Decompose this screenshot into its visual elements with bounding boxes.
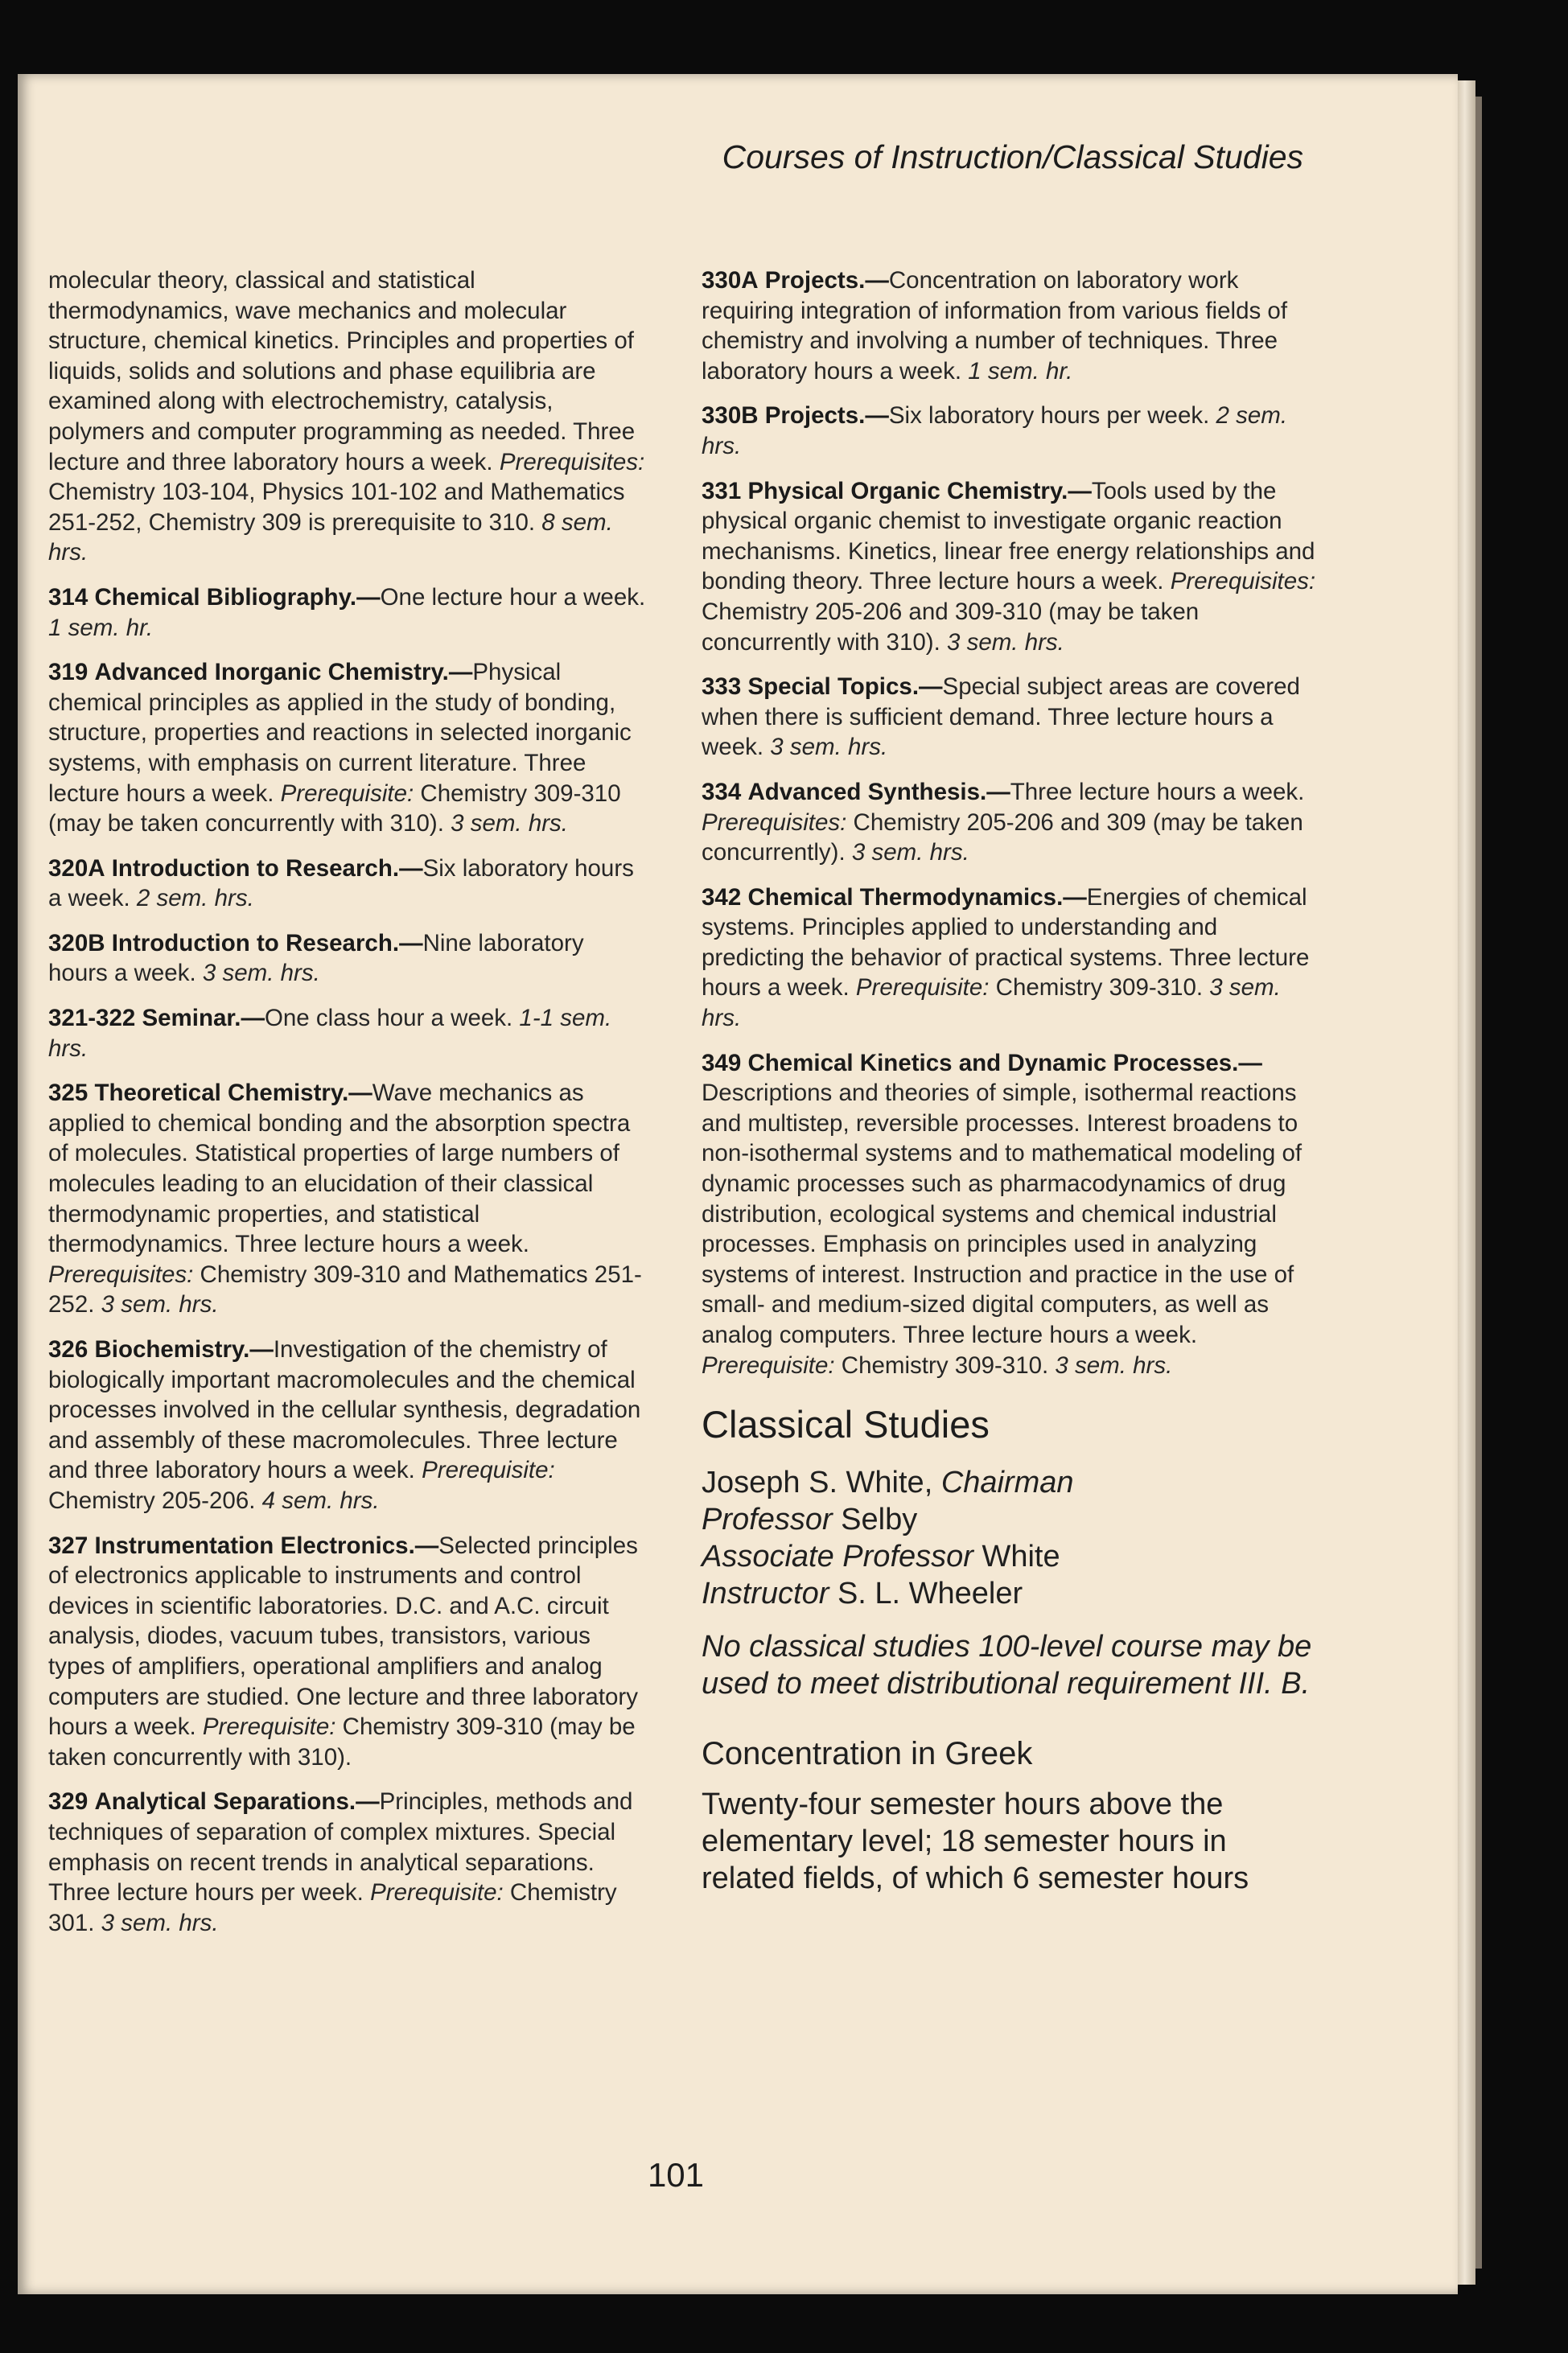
em-dash: — [1238,1049,1262,1076]
faculty-name: Selby [832,1503,918,1537]
course-title: Seminar. [142,1005,241,1032]
credit-hours: 3 sem. hrs. [451,810,568,837]
credit-hours: 3 sem. hrs. [1055,1351,1173,1379]
section-heading: Classical Studies [702,1403,990,1446]
em-dash: — [865,402,889,430]
course-entry [48,928,648,989]
course-description: Selected principles of electronics applicable to instruments and control devices in scientific laboratories. D.C. and A.C. circuit analysis, diodes, vacuum tubes, transistors, various types of amplifiers, operational amplifiers and analog computers are studied. One lecture and three laboratory hours a week. [48,1532,638,1741]
course-title: Introduction to Research. [111,854,400,882]
course-entry [48,1787,648,1938]
prerequisite-label: Prerequisite: [202,1713,336,1741]
prerequisite-text: Chemistry 301. [48,1879,617,1936]
em-dash: — [249,1336,274,1363]
em-dash: — [1063,883,1087,911]
course-title: Special Topics. [747,673,920,701]
faculty-name: White [973,1540,1060,1574]
prerequisite-text: Chemistry 103-104, Physics 101-102 and Mathematics 251-252, Chemistry 309 is prerequisite to 310. [48,479,625,536]
course-description: One lecture hour a week. [380,583,646,611]
em-dash: — [448,659,473,686]
em-dash: — [356,1788,380,1816]
course-description: Wave mechanics as applied to chemical bonding and the absorption spectra of molecules. Statistical properties of large numbers of molecules leading to an elucidation of their classical thermodynamic properties, and statistical thermodynamics. Three lecture hours a week. [48,1080,631,1258]
credit-hours: 2 sem. hrs. [702,402,1288,459]
faculty-rank: Chairman [940,1466,1074,1500]
course-code: 326 [48,1336,88,1363]
course-entry [702,1048,1321,1381]
credit-hours: 3 sem. hrs. [851,839,969,866]
course-entry [48,657,648,839]
course-title: Chemical Bibliography. [94,583,357,611]
course-entry [702,882,1321,1034]
course-entry [702,672,1321,763]
prerequisite-text: Chemistry 309-310 (may be taken concurrently with 310). [48,1713,636,1771]
em-dash: — [399,929,423,956]
credit-hours: 1-1 sem. hrs. [48,1005,612,1062]
course-title: Analytical Separations. [94,1788,356,1816]
faculty-list [702,1464,1321,1612]
prerequisite-label: Prerequisites: [1170,568,1316,595]
course-title: Theoretical Chemistry. [94,1080,349,1107]
em-dash: — [399,854,423,882]
course-description: One class hour a week. [264,1005,520,1032]
course-entry [702,401,1321,461]
prerequisite-text: Chemistry 205-206 and 309-310 (may be taken concurrently with 310). [702,598,1200,656]
course-code: 320A [48,854,105,882]
right-column [702,265,1321,1897]
em-dash: — [1068,477,1092,504]
running-head: Courses of Instruction/Classical Studies [722,138,1303,175]
credit-hours: 3 sem. hrs. [946,628,1064,656]
credit-hours: 3 sem. hrs. [101,1291,219,1318]
course-entry [48,854,648,914]
course-entry [48,1003,648,1063]
course-description: molecular theory, classical and statistical thermodynamics, wave mechanics and molecular structure, chemical kinetics. Principles and properties of liquids, solids and solutions and phase equilibria are examined along with electrochemistry, catalysis, polymers and computer programming as needed. Three lecture and three laboratory hours a week. [48,267,636,475]
course-description: Physical chemical principles as applied in the study of bonding, structure, properties and reactions in selected inorganic systems, with emphasis on current literature. Three lecture hours a week. [48,659,632,807]
page-number: 101 [647,2156,705,2194]
course-title: Introduction to Research. [111,929,400,956]
em-dash: — [414,1532,439,1559]
em-dash: — [348,1080,372,1107]
course-description: Nine laboratory hours a week. [48,929,584,987]
em-dash: — [241,1005,265,1032]
credit-hours: 8 sem. hrs. [48,508,613,566]
course-title: Physical Organic Chemistry. [747,477,1068,504]
em-dash: — [865,267,889,294]
course-code: 325 [48,1080,88,1107]
left-column [48,265,648,1952]
distribution-note: No classical studies 100-level course may be used to meet distributional requirement III. B. [702,1630,1312,1701]
course-code: 319 [48,659,88,686]
em-dash: — [919,673,943,701]
page-fore-edge [1458,80,1475,2285]
prerequisite-text: Chemistry 309-310. [989,974,1210,1002]
course-entry [48,1335,648,1516]
credit-hours: 1 sem. hr. [968,357,1073,385]
course-entry [48,582,648,643]
faculty-member [702,1464,1321,1501]
course-title: Chemical Kinetics and Dynamic Processes. [747,1049,1239,1076]
course-entry [48,1531,648,1773]
prerequisite-text: Chemistry 309-310 (may be taken concurrently with 310). [48,780,621,837]
course-title: Chemical Thermodynamics. [747,883,1064,911]
course-title: Projects. [764,267,866,294]
course-code: 320B [48,929,105,956]
faculty-rank: Professor [702,1503,833,1537]
course-entry [48,1078,648,1320]
course-title: Advanced Inorganic Chemistry. [94,659,449,686]
credit-hours: 3 sem. hrs. [770,734,888,761]
course-title: Biochemistry. [94,1336,250,1363]
prerequisite-label: Prerequisite: [702,1351,835,1379]
course-entry-continued [48,265,648,568]
credit-hours: 4 sem. hrs. [261,1487,380,1514]
course-code: 334 [702,778,742,805]
prerequisite-label: Prerequisites: [499,448,645,475]
credit-hours: 3 sem. hrs. [702,974,1281,1032]
course-description: Descriptions and theories of simple, isothermal reactions and multistep, reversible processes. Interest broadens to non-isothermal systems and to mathematical modeling of dynamic processes such as pharmacodynamics of drug distribution, ecological systems and chemical industrial processes. Emphasis on principles used in analyzing systems of interest. Instruction and practice in the use of small- and medium-sized digital computers, as well as analog computers. Three lecture hours a week. [702,1080,1303,1348]
credit-hours: 3 sem. hrs. [101,1909,219,1936]
course-entry [702,777,1321,868]
credit-hours: 2 sem. hrs. [136,885,254,912]
course-code: 342 [702,883,742,911]
course-title: Instrumentation Electronics. [94,1532,415,1559]
concentration-heading: Concentration in Greek [702,1736,1033,1772]
faculty-name: Joseph S. White, [702,1466,941,1500]
prerequisite-text: Chemistry 309-310 and Mathematics 251-252. [48,1261,642,1318]
em-dash: — [986,778,1010,805]
course-code: 333 [702,673,742,701]
em-dash: — [356,583,381,611]
course-description: Three lecture hours a week. [1010,778,1305,805]
course-description: Investigation of the chemistry of biologically important macromolecules and the chemical processes involved in the cellular synthesis, degradation and assembly of these macromolecules. Three lecture and three laboratory hours a week. [48,1336,641,1484]
course-description: Special subject areas are covered when there is sufficient demand. Three lecture hours a week. [702,673,1300,761]
prerequisite-label: Prerequisite: [280,780,414,807]
course-description: Concentration on laboratory work requiring integration of information from various fields of chemistry and involving a number of techniques. Three laboratory hours a week. [702,267,1288,385]
course-title: Advanced Synthesis. [747,778,987,805]
faculty-rank: Instructor [702,1577,829,1611]
faculty-rank: Associate Professor [702,1540,973,1574]
course-description: Energies of chemical systems. Principles applied to understanding and predicting the behavior of practical systems. Three lecture hours a week. [702,883,1310,1002]
course-description: Principles, methods and techniques of separation of complex mixtures. Special emphasis on recent trends in analytical separations. Three lecture hours per week. [48,1788,633,1907]
course-code: 330B [702,402,759,430]
concentration-text: Twenty-four semester hours above the elementary level; 18 semester hours in related fields, of which 6 semester hours [702,1787,1249,1896]
course-code: 327 [48,1532,88,1559]
course-code: 314 [48,583,88,611]
right-course-list [702,265,1321,1380]
course-code: 349 [702,1049,742,1076]
faculty-name: S. L. Wheeler [829,1577,1023,1611]
prerequisite-text: Chemistry 205-206. [48,1487,262,1514]
course-title: Projects. [764,402,866,430]
course-entry [702,265,1321,386]
left-course-list [48,582,648,1938]
page-fore-edge-shadow [1475,97,1482,2269]
course-code: 331 [702,477,742,504]
prerequisite-text: Chemistry 205-206 and 309 (may be taken concurrently). [702,808,1303,866]
credit-hours: 3 sem. hrs. [202,960,320,987]
faculty-member [702,1538,1321,1575]
prerequisite-label: Prerequisite: [370,1879,504,1907]
course-description: Six laboratory hours per week. [888,402,1216,430]
faculty-member [702,1575,1321,1612]
prerequisite-text: Chemistry 309-310. [834,1351,1056,1379]
course-code: 321-322 [48,1005,136,1032]
course-entry [702,476,1321,658]
faculty-member [702,1501,1321,1538]
credit-hours: 1 sem. hr. [48,614,154,641]
course-code: 330A [702,267,759,294]
prerequisite-label: Prerequisite: [855,974,990,1002]
prerequisite-label: Prerequisites: [48,1261,194,1288]
prerequisite-label: Prerequisites: [702,808,847,836]
course-code: 329 [48,1788,88,1816]
course-description: Six laboratory hours a week. [48,854,634,912]
prerequisite-label: Prerequisite: [422,1457,555,1484]
course-description: Tools used by the physical organic chemist to investigate organic reaction mechanisms. Kinetics, linear free energy relationships and bonding theory. Three lecture hours a week. [702,477,1315,595]
